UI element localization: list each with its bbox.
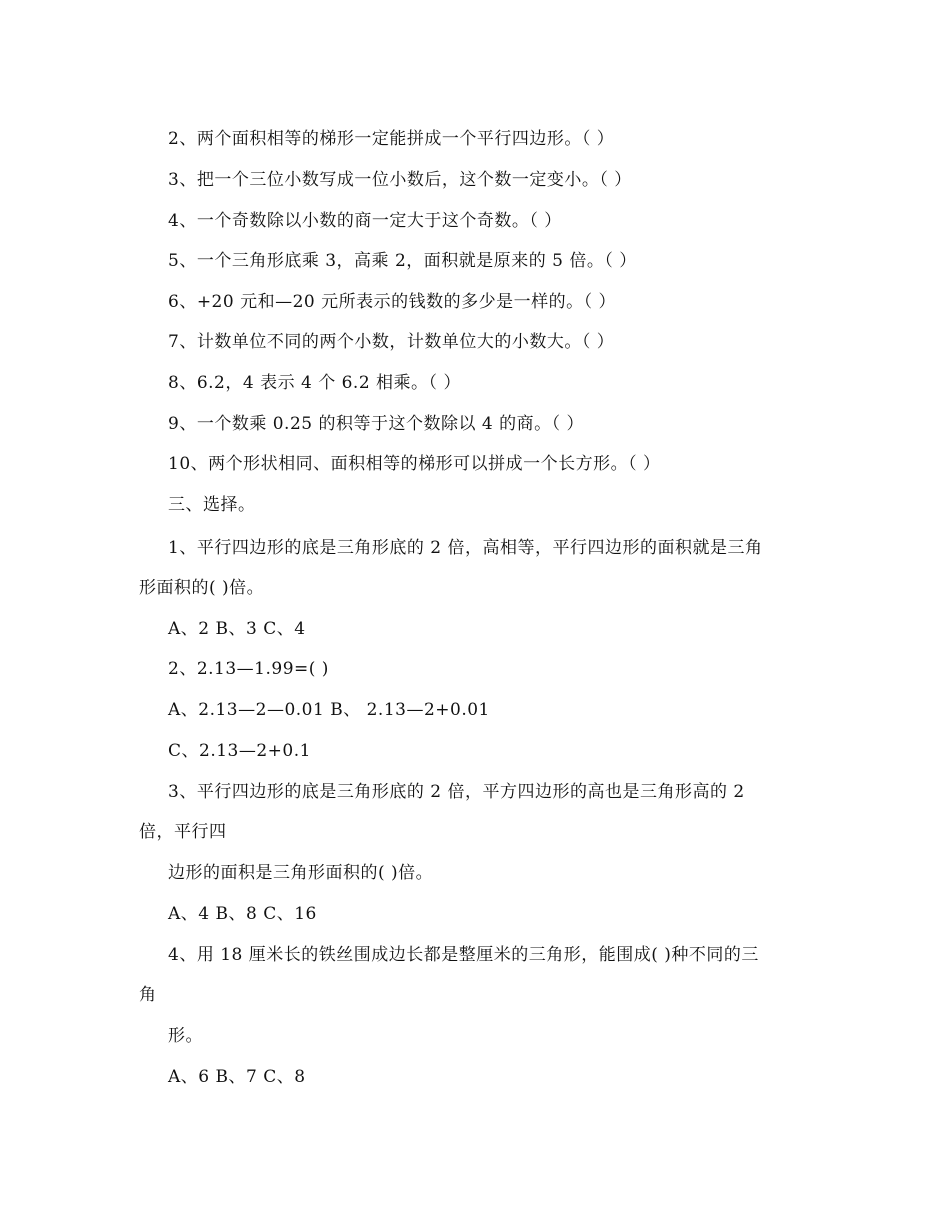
choice-q3-line1: 3、平行四边形的底是三角形底的 2 倍，平方四边形的高也是三角形高的 2 [168,782,745,802]
true-false-item-6: 6、+20 元和—20 元所表示的钱数的多少是一样的。（ ） [168,292,617,312]
choice-q3-line2: 倍，平行四 [139,822,227,842]
choice-q1-line1: 1、平行四边形的底是三角形底的 2 倍，高相等，平行四边形的面积就是三角 [168,538,763,558]
true-false-item-10: 10、两个形状相同、面积相等的梯形可以拼成一个长方形。（ ） [168,454,661,474]
true-false-item-9: 9、一个数乘 0.25 的积等于这个数除以 4 的商。（ ） [168,414,585,434]
choice-q4-line2: 角 [139,985,157,1005]
choice-q4-options: A、6 B、7 C、8 [168,1067,306,1087]
choice-q4-line3: 形。 [168,1026,203,1046]
choice-q4-line1: 4、用 18 厘米长的铁丝围成边长都是整厘米的三角形，能围成( )种不同的三 [168,945,759,965]
true-false-item-3: 3、把一个三位小数写成一位小数后，这个数一定变小。（ ） [168,170,632,190]
section-title: 三、选择。 [168,495,256,515]
choice-q3-options: A、4 B、8 C、16 [168,904,317,924]
true-false-item-5: 5、一个三角形底乘 3，高乘 2，面积就是原来的 5 倍。（ ） [168,251,637,271]
choice-q3-line3: 边形的面积是三角形面积的( )倍。 [168,863,434,883]
choice-q1-options: A、2 B、3 C、4 [168,619,306,639]
true-false-item-8: 8、6.2，4 表示 4 个 6.2 相乘。（ ） [168,373,461,393]
true-false-item-4: 4、一个奇数除以小数的商一定大于这个奇数。（ ） [168,211,562,231]
choice-q1-line2: 形面积的( )倍。 [139,578,265,598]
choice-q2-options-a: A、2.13—2—0.01 B、 2.13—2+0.01 [168,700,490,720]
true-false-item-2: 2、两个面积相等的梯形一定能拼成一个平行四边形。（ ） [168,129,615,149]
true-false-item-7: 7、计数单位不同的两个小数，计数单位大的小数大。（ ） [168,332,615,352]
choice-q2-line1: 2、2.13—1.99=( ) [168,659,329,679]
choice-q2-options-b: C、2.13—2+0.1 [168,741,311,761]
